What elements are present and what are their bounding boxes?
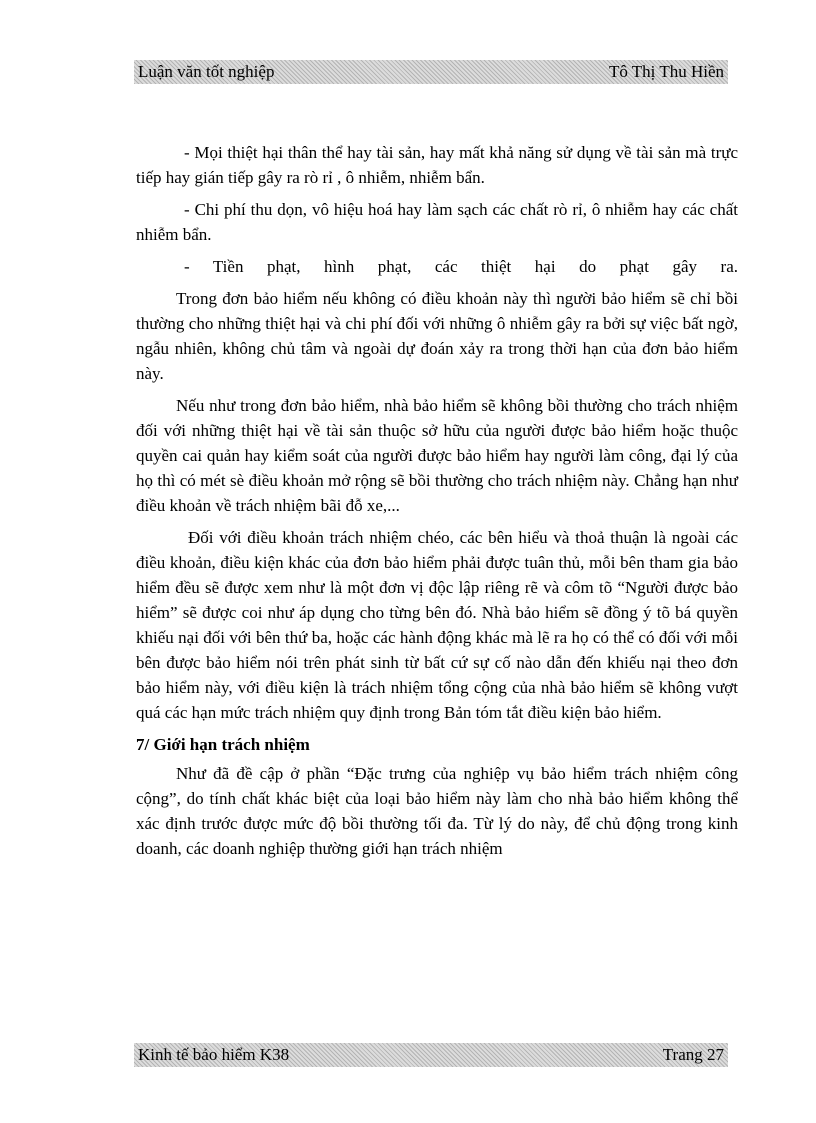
footer-page-number: Trang 27 bbox=[662, 1045, 724, 1064]
paragraph-5: Nếu như trong đơn bảo hiểm, nhà bảo hiểm sẽ không bồi thường cho trách nhiệm đối với những thiệt hại về tài sản thuộc sở hữu của người được bảo hiểm hoặc thuộc quyền cai quản hay kiểm soát của người được bảo hiểm hay người làm công, đại lý của họ thì có mét sè điều khoản mở rộng sẽ bồi thường cho trách nhiệm này. Chẳng hạn như điều khoản về trách nhiệm bãi đỗ xe,... bbox=[136, 396, 738, 515]
paragraph-6: Đối với điều khoản trách nhiệm chéo, các bên hiểu và thoả thuận là ngoài các điều khoản, điều kiện khác của đơn bảo hiểm phải được tuân thủ, mỗi bên tham gia bảo hiểm đều sẽ được xem như là một đơn vị độc lập riêng rẽ và côm tõ “Người được bảo hiểm” sẽ được coi như áp dụng cho từng bên đó. Nhà bảo hiểm sẽ đồng ý tõ bá quyền khiếu nại đối với bên thứ ba, hoặc các hành động khác mà lẽ ra họ có thể có đối với mỗi bên được bảo hiểm nói trên phát sinh từ bất cứ sự cố nào dẫn đến khiếu nại theo đơn bảo hiểm này, với điều kiện là trách nhiệm tổng cộng của nhà bảo hiểm sẽ không vượt quá các hạn mức trách nhiệm quy định trong Bản tóm tắt điều kiện bảo hiểm. bbox=[136, 528, 738, 722]
page-body bbox=[136, 140, 738, 868]
paragraph-7: Như đã đề cập ở phần “Đặc trưng của nghiệp vụ bảo hiểm trách nhiệm công cộng”, do tính chất khác biệt của loại bảo hiểm này làm cho nhà bảo hiểm không thể xác định trước được mức độ bồi thường tối đa. Từ lý do này, để chủ động trong kinh doanh, các doanh nghiệp thường giới hạn trách nhiệm bbox=[136, 764, 738, 858]
header-thesis-label: Luận văn tốt nghiệp bbox=[138, 62, 275, 81]
footer-course-label: Kinh tế bảo hiểm K38 bbox=[138, 1045, 290, 1064]
page-header bbox=[134, 60, 728, 84]
paragraph-1: - Mọi thiệt hại thân thể hay tài sản, hay mất khả năng sử dụng về tài sản mà trực tiếp hay gián tiếp gây ra rò rỉ , ô nhiễm, nhiễm bẩn. bbox=[136, 143, 738, 187]
paragraph-2: - Chi phí thu dọn, vô hiệu hoá hay làm sạch các chất rò rỉ, ô nhiễm hay các chất nhiễm bẩn. bbox=[136, 200, 738, 244]
paragraph-4: Trong đơn bảo hiểm nếu không có điều khoản này thì người bảo hiểm sẽ chỉ bồi thường cho những thiệt hại và chi phí đối với những ô nhiễm gây ra bởi sự việc bất ngờ, ngẫu nhiên, không chủ tâm và ngoài dự đoán xảy ra trong thời hạn của đơn bảo hiểm này. bbox=[136, 289, 738, 383]
header-author-name: Tô Thị Thu Hiền bbox=[608, 62, 724, 81]
paragraph-3: - Tiền phạt, hình phạt, các thiệt hại do phạt gây ra. bbox=[184, 257, 738, 276]
section-heading: 7/ Giới hạn trách nhiệm bbox=[136, 735, 310, 754]
page-footer bbox=[134, 1043, 728, 1067]
